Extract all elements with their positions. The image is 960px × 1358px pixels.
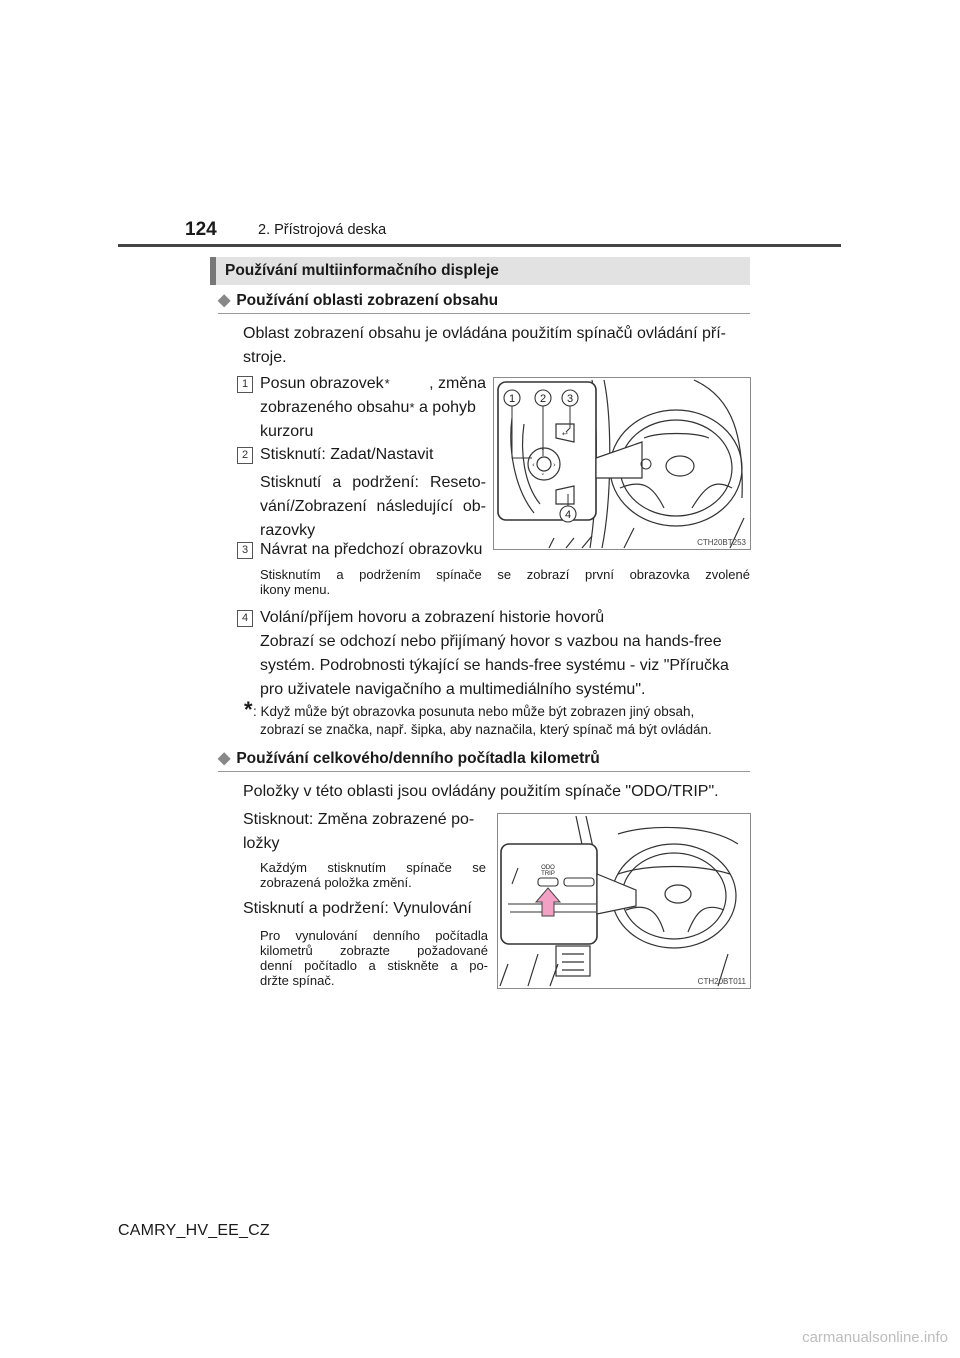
callout-number-4: 4 (237, 610, 253, 627)
section-bar-tick (210, 257, 216, 285)
item-3-note: Stisknutím a podržením spínače se zobrazí první obrazovka zvolené ikony menu. (260, 567, 750, 597)
section-title-bar (210, 257, 750, 285)
watermark: carmanualsonline.info (802, 1329, 948, 1346)
svg-text:˄: ˄ (541, 448, 545, 456)
item-2-text: Stisknutí: Zadat/Nastavit Stisknutí a podržení: Reseto- vání/Zobrazení následující ob- razovky (260, 446, 486, 539)
steering-switch-figure (493, 377, 751, 550)
svg-text:4: 4 (564, 509, 572, 521)
subheading-odo-trip: ◆ Používání celkového/denního počítadla kilometrů (218, 750, 600, 767)
footnote-text: : Když může být obrazovka posunuta nebo může být zobrazen jiný obsah, zobrazí se značka, např. šipka, aby naznačila, který spínač má být ovládán. (253, 704, 712, 737)
subheading-rule (218, 771, 750, 772)
svg-text:2: 2 (539, 393, 547, 405)
content-area-intro: Oblast zobrazení obsahu je ovládána použitím spínačů ovládání pří- stroje. (243, 325, 726, 366)
diamond-bullet-icon: ◆ (218, 292, 231, 309)
section-title: Používání multiinformačního displeje (225, 262, 499, 279)
odo-trip-figure (497, 813, 751, 989)
press-note: Každým stisknutím spínače se zobrazená položka změní. (260, 860, 486, 890)
figure-code: CTH20BT011 (697, 977, 746, 986)
item-3-text: Návrat na předchozí obrazovku (260, 541, 483, 558)
odo-trip-illustration (498, 814, 750, 988)
subheading-content-area: ◆ Používání oblasti zobrazení obsahu (218, 292, 499, 309)
page-number: 124 (185, 219, 217, 240)
figure-code: CTH20BT253 (697, 538, 746, 547)
footnote-star: * (244, 697, 253, 722)
odo-intro: Položky v této oblasti jsou ovládány použitím spínače "ODO/TRIP". (243, 783, 719, 800)
callout-number-2: 2 (237, 447, 253, 464)
header-rule (118, 244, 841, 247)
svg-text:›: › (553, 461, 556, 469)
svg-text:TRIP: TRIP (541, 871, 555, 877)
subheading-rule (218, 313, 750, 314)
model-code: CAMRY_HV_EE_CZ (118, 1222, 270, 1239)
item-4-text: Volání/příjem hovoru a zobrazení historie hovorů Zobrazí se odchozí nebo přijímaný hovor s vazbou na hands-free systém. Podrobnosti týkající se hands-free systému - viz "Příručka pro uživatele navigačního a multimediálního systému". (260, 609, 729, 698)
svg-text:3: 3 (566, 393, 574, 405)
svg-text:‹: ‹ (532, 461, 535, 469)
svg-text:ODO: ODO (541, 865, 555, 871)
diamond-bullet-icon: ◆ (218, 750, 231, 767)
svg-text:˅: ˅ (541, 473, 545, 481)
chapter-title: 2. Přístrojová deska (258, 222, 387, 238)
callout-number-3: 3 (237, 542, 253, 559)
callout-number-1: 1 (237, 376, 253, 393)
steering-wheel-illustration (494, 378, 750, 549)
svg-text:↩: ↩ (562, 430, 568, 438)
hold-note: Pro vynulování denního počítadla kilometrů zobrazte požadované denní počítadlo a stiskněte a po- držte spínač. (260, 928, 488, 988)
press-text: Stisknout: Změna zobrazené po- ložky (243, 811, 475, 852)
hold-text: Stisknutí a podržení: Vynulování (243, 900, 472, 917)
item-1-text: Posun obrazovek * , změna zobrazeného obsahu* a pohyb kurzoru (260, 375, 486, 440)
svg-text:1: 1 (508, 393, 516, 405)
